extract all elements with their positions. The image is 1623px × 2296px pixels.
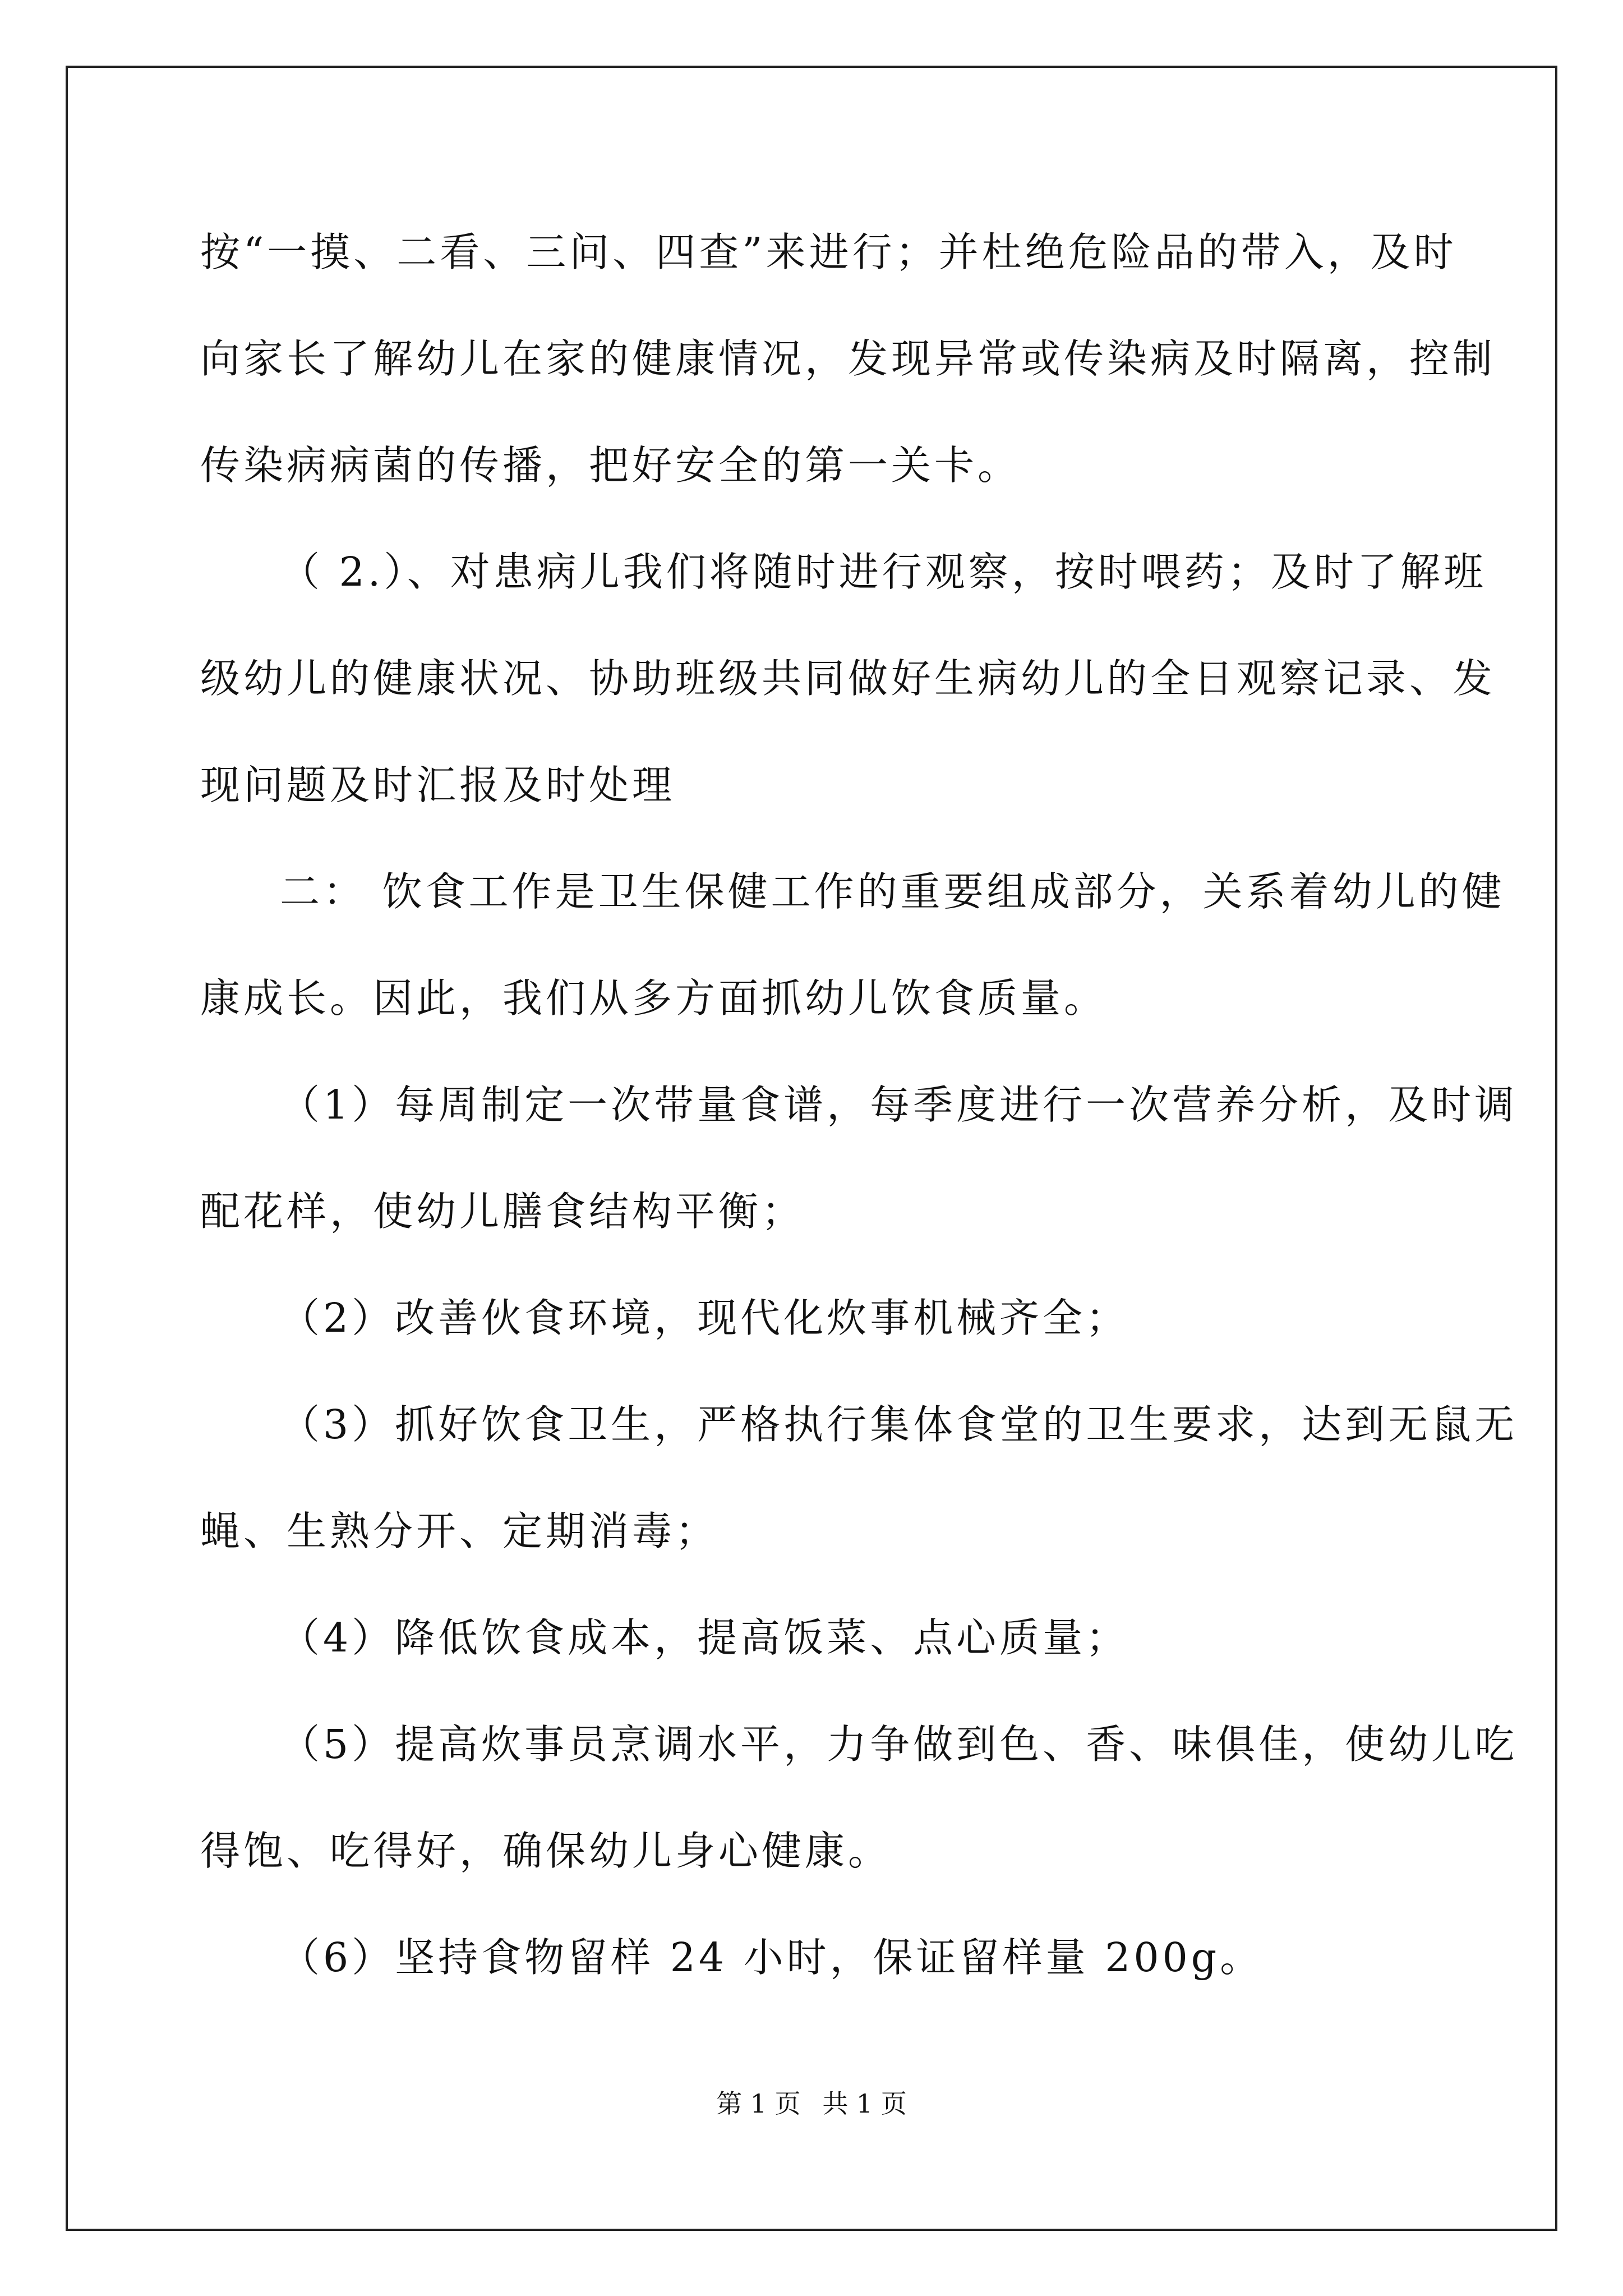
page-total: 共 1 页 <box>822 2088 907 2119</box>
paragraph-1-line-1: 按“一摸、二看、三问、四查”来进行；并杜绝危险品的带入，及时 <box>200 229 1457 275</box>
item-1-line-1: （1）每周制定一次带量食谱，每季度进行一次营养分析，及时调 <box>280 1082 1518 1128</box>
paragraph-3-line-2: 康成长。因此，我们从多方面抓幼儿饮食质量。 <box>200 975 1108 1022</box>
item-5-line-1: （5）提高炊事员烹调水平，力争做到色、香、味俱佳，使幼儿吃 <box>280 1721 1518 1768</box>
item-5-line-2: 得饱、吃得好，确保幼儿身心健康。 <box>200 1828 892 1874</box>
paragraph-1-line-3: 传染病病菌的传播，把好安全的第一关卡。 <box>200 442 1021 489</box>
paragraph-2-line-3: 现问题及时汇报及时处理 <box>200 762 676 808</box>
paragraph-2-line-1: （ 2.）、对患病儿我们将随时进行观察，按时喂药；及时了解班 <box>280 549 1487 595</box>
page-number: 第 1 页 <box>716 2088 801 2119</box>
page-border <box>66 66 1557 2231</box>
paragraph-1-line-2: 向家长了解幼儿在家的健康情况，发现异常或传染病及时隔离，控制 <box>200 335 1496 382</box>
item-2: （2）改善伙食环境，现代化炊事机械齐全； <box>280 1295 1129 1341</box>
page-footer <box>0 2087 1623 2120</box>
item-3-line-2: 蝇、生熟分开、定期消毒； <box>200 1508 719 1554</box>
paragraph-2-line-2: 级幼儿的健康状况、协助班级共同做好生病幼儿的全日观察记录、发 <box>200 655 1496 702</box>
item-4: （4）降低饮食成本，提高饭菜、点心质量； <box>280 1614 1129 1661</box>
item-1-line-2: 配花样，使幼儿膳食结构平衡； <box>200 1188 805 1235</box>
paragraph-3-line-1: 二： 饮食工作是卫生保健工作的重要组成部分，关系着幼儿的健 <box>280 868 1505 915</box>
item-6: （6）坚持食物留样 24 小时，保证留样量 200g。 <box>280 1934 1264 1981</box>
item-3-line-1: （3）抓好饮食卫生，严格执行集体食堂的卫生要求，达到无鼠无 <box>280 1401 1518 1448</box>
